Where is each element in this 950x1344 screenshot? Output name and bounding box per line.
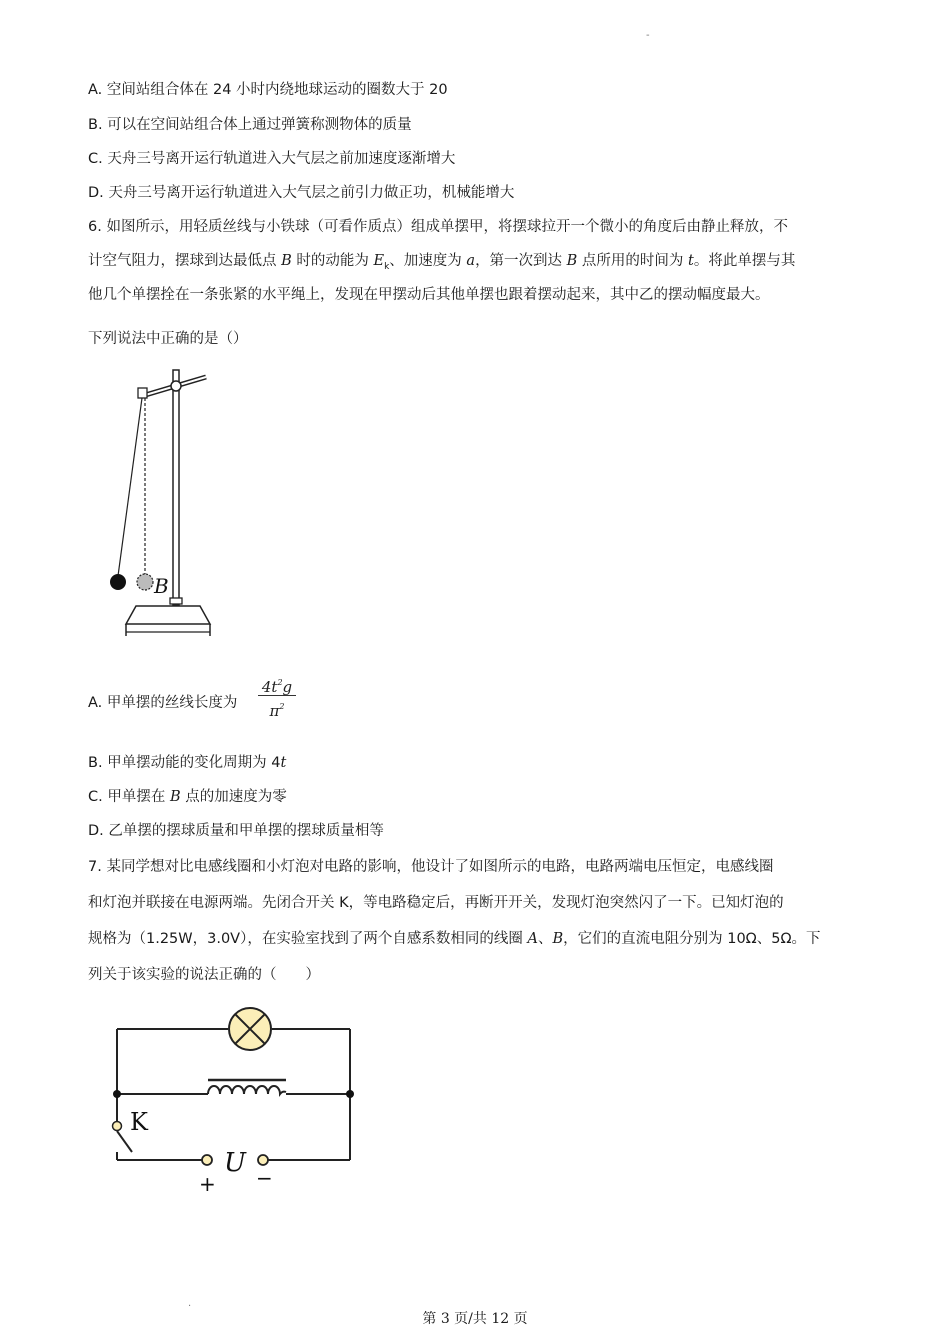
q6-option-d: D. 乙单摆的摆球质量和甲单摆的摆球质量相等 — [88, 823, 384, 839]
q6-option-c: C. 甲单摆在 B 点的加速度为零 — [88, 789, 287, 805]
page-footer: 第 3 页/共 12 页 — [422, 1311, 528, 1327]
q6-option-b: B. 甲单摆动能的变化周期为 4t — [88, 755, 287, 771]
positive-terminal — [202, 1155, 212, 1165]
q6-stem-line-1: 6. 如图所示，用轻质丝线与小铁球（可看作质点）组成单摆甲，将摆球拉开一个微小的角度后由静止释放，不 — [88, 219, 788, 235]
switch-terminal — [113, 1122, 122, 1131]
pendulum-ball — [110, 574, 126, 590]
footer-mark: . — [188, 1298, 192, 1309]
q5-option-c: C. 天舟三号离开运行轨道进入大气层之前加速度逐渐增大 — [88, 151, 456, 167]
q7-stem-line-3: 规格为（1.25W，3.0V），在实验室找到了两个自感系数相同的线圈 A、B，它们的直流电阻分别为 10Ω、5Ω。下 — [88, 931, 821, 947]
circuit-figure — [100, 1000, 370, 1200]
switch-k-label: K — [130, 1108, 148, 1136]
pendulum-figure — [100, 360, 230, 645]
q7-stem-line-2: 和灯泡并联接在电源两端。先闭合开关 K，等电路稳定后，再断开开关，发现灯泡突然闪了一下。已知灯泡的 — [88, 895, 784, 911]
q5-option-a: A. 空间站组合体在 24 小时内绕地球运动的圈数大于 20 — [88, 82, 448, 98]
q6-option-a: A. 甲单摆的丝线长度为 — [88, 695, 238, 711]
q7-stem-line-1: 7. 某同学想对比电感线圈和小灯泡对电路的影响，他设计了如图所示的电路，电路两端电压恒定，电感线圈 — [88, 859, 774, 875]
q6-stem-line-2: 计空气阻力，摆球到达最低点 B 时的动能为 $E_k$、加速度为 a，第一次到达 B 点所用的时间为 t。将此单摆与其 — [88, 253, 796, 272]
point-b-label: B — [154, 574, 169, 598]
negative-terminal — [258, 1155, 268, 1165]
q7-stem-line-4: 列关于该实验的说法正确的（ ） — [88, 967, 320, 983]
plus-sign: + — [199, 1172, 216, 1196]
q6-stem-line-4: 下列说法中正确的是（） — [88, 331, 248, 347]
q6-stem-line-3: 他几个单摆拴在一条张紧的水平绳上，发现在甲摆动后其他单摆也跟着摆动起来，其中乙的摆动幅度最大。 — [88, 287, 770, 303]
q5-option-d: D. 天舟三号离开运行轨道进入大气层之前引力做正功，机械能增大 — [88, 185, 515, 201]
voltage-u-label: U — [224, 1148, 246, 1178]
header-mark: - — [646, 30, 650, 41]
q5-option-b: B. 可以在空间站组合体上通过弹簧称测物体的质量 — [88, 117, 412, 133]
length-formula: $4t^2g$ $\pi^2$ — [256, 672, 298, 717]
minus-sign: − — [256, 1166, 273, 1190]
